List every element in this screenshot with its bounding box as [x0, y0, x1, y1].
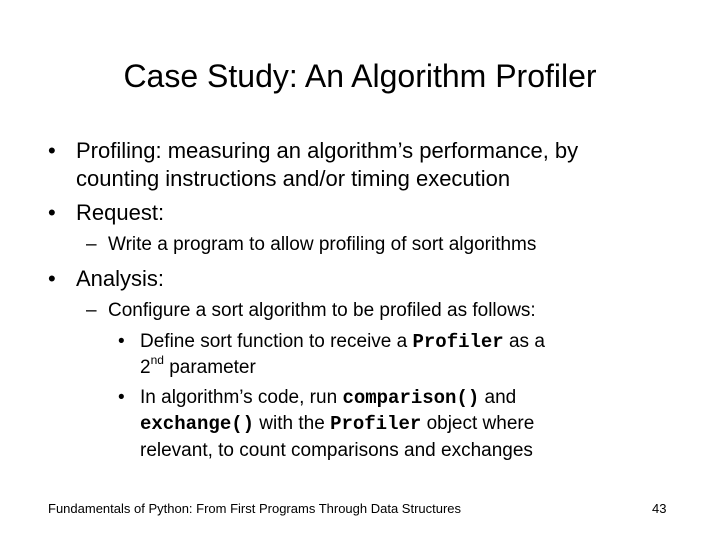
bullet-3-sub-1: Configure a sort algorithm to be profiled as follows: — [108, 300, 536, 321]
text-run: Define sort function to receive a — [140, 331, 413, 352]
bullet-1-line-2: counting instructions and/or timing execution — [76, 166, 511, 191]
text-run: 2 — [140, 357, 151, 378]
dash-marker: – — [86, 300, 97, 321]
bullet-marker: • — [118, 331, 125, 352]
bullet-2-sub-1: Write a program to allow profiling of sort algorithms — [108, 234, 537, 255]
page-number: 43 — [652, 501, 667, 516]
code-exchange: exchange() — [140, 413, 255, 435]
sub-bullet-a-line-2 — [140, 352, 256, 381]
slide-title: Case Study: An Algorithm Profiler — [123, 58, 597, 94]
sub-bullet-b-line-3: relevant, to count comparisons and exchanges — [140, 440, 533, 461]
code-profiler: Profiler — [412, 331, 504, 353]
sub-bullet-b-line-1 — [140, 385, 516, 411]
sub-bullet-b-line-2 — [140, 411, 534, 437]
text-run: with the — [254, 413, 331, 434]
text-run: and — [479, 387, 517, 408]
bullet-marker: • — [118, 387, 125, 408]
bullet-1-line-1: Profiling: measuring an algorithm’s performance, by — [76, 138, 579, 163]
text-run: object where — [421, 413, 535, 434]
text-run: In algorithm’s code, run — [140, 387, 343, 408]
sub-bullet-a-line-1 — [140, 329, 545, 355]
bullet-3-text: Analysis: — [76, 266, 165, 291]
bullet-marker: • — [48, 200, 56, 225]
text-run: parameter — [163, 357, 256, 378]
superscript: nd — [150, 352, 164, 367]
footer-text: Fundamentals of Python: From First Programs Through Data Structures — [48, 501, 462, 516]
code-comparison: comparison() — [342, 387, 480, 409]
text-run: as a — [503, 331, 545, 352]
bullet-marker: • — [48, 138, 56, 163]
code-profiler: Profiler — [330, 413, 422, 435]
bullet-marker: • — [48, 266, 56, 291]
bullet-2-text: Request: — [76, 200, 165, 225]
dash-marker: – — [86, 234, 97, 255]
